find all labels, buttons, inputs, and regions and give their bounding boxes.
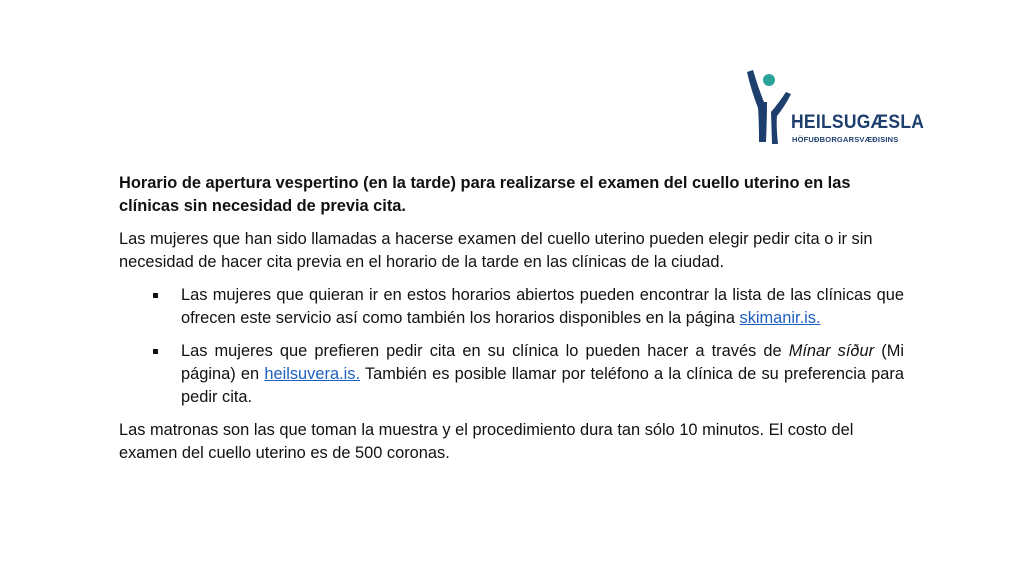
- minar-sidur-text: Mínar síður: [788, 342, 875, 360]
- skimanir-link[interactable]: skimanir.is.: [739, 309, 821, 327]
- list-item: [119, 340, 904, 409]
- bullet-square-icon: [153, 293, 158, 298]
- closing-paragraph: Las matronas son las que toman la muestra y el procedimiento dura tan sólo 10 minutos. El costo del examen del cuello uterino es de 500 coronas.: [119, 421, 854, 462]
- document-heading: Horario de apertura vespertino (en la tarde) para realizarse el examen del cuello uterino en las clínicas sin necesidad de previa cita.: [119, 174, 851, 215]
- list-item: [119, 284, 904, 330]
- heilsugaesla-logo: [745, 68, 925, 150]
- logo-name: HEILSUGÆSLA: [791, 112, 925, 133]
- bullet-text: [181, 284, 904, 330]
- person-figure-icon: [745, 68, 793, 150]
- bullet-text-part: También es posible llamar por teléfono a la clínica de su preferencia para pedir cita.: [181, 365, 904, 406]
- bullet-text-part: (Mi página) en: [181, 342, 904, 383]
- document-body: [119, 172, 904, 475]
- intro-paragraph: Las mujeres que han sido llamadas a hacerse examen del cuello uterino pueden elegir pedir cita o ir sin necesidad de hacer cita previa en el horario de la tarde en las clínicas de la ciudad.: [119, 230, 873, 271]
- bullet-text-part: Las mujeres que prefieren pedir cita en su clínica lo pueden hacer a través de: [181, 342, 789, 360]
- heilsuvera-link[interactable]: heilsuvera.is.: [264, 365, 360, 383]
- bullet-text-part: Las mujeres que quieran ir en estos horarios abiertos pueden encontrar la lista de las clínicas que ofrecen este servicio así como también los horarios disponibles en la página: [181, 286, 904, 327]
- bullet-text: [181, 340, 904, 409]
- bullet-list: [119, 284, 904, 409]
- bullet-square-icon: [153, 349, 158, 354]
- logo-subtitle: HÖFUÐBORGARSVÆÐISINS: [792, 135, 899, 144]
